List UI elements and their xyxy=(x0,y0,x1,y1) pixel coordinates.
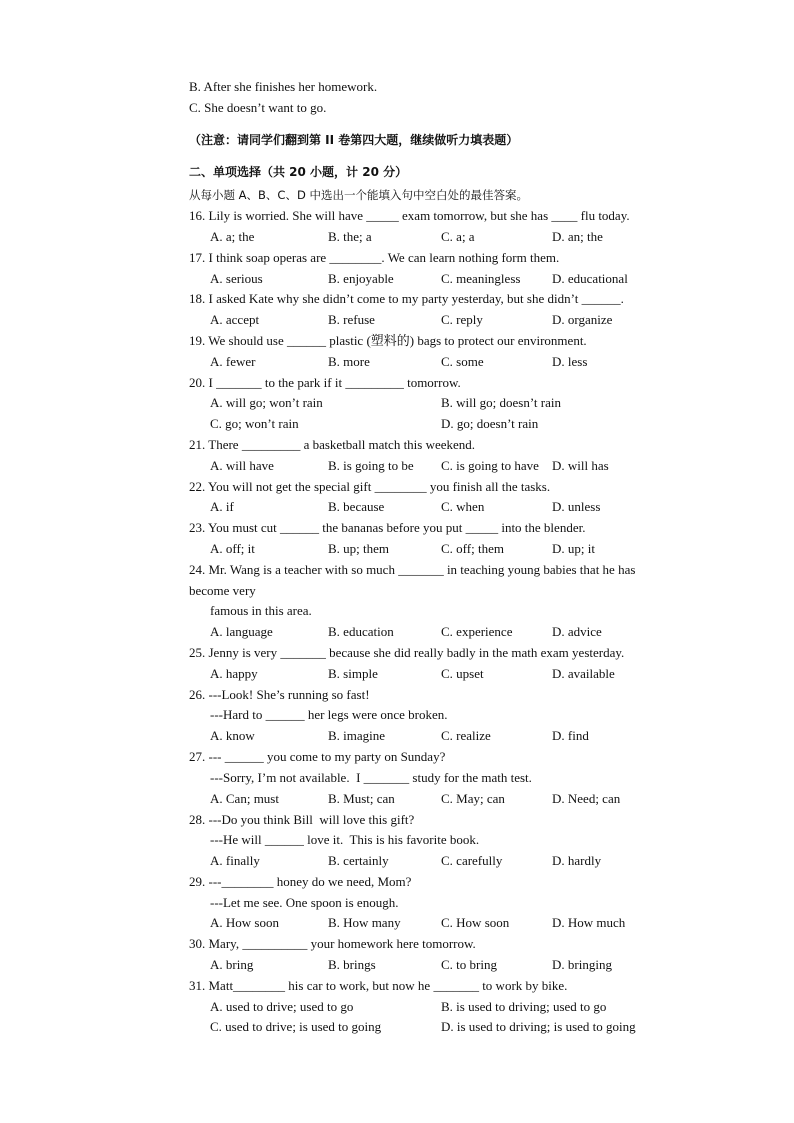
question-stem-continued: ---Let me see. One spoon is enough. xyxy=(210,895,399,910)
question-stem: 21. There _________ a basketball match this weekend. xyxy=(189,437,476,452)
option-d: D. is used to driving; is used to going xyxy=(441,1019,636,1034)
option-c: C. upset xyxy=(441,666,484,681)
option-b: B. because xyxy=(328,499,385,514)
option-c: C. when xyxy=(441,499,485,514)
option-a: A. serious xyxy=(210,271,263,286)
listening-option-b: B. After she finishes her homework. xyxy=(189,79,378,94)
option-c: C. some xyxy=(441,354,484,369)
question-stem: 22. You will not get the special gift ________ you finish all the tasks. xyxy=(189,479,551,494)
question-stem: 18. I asked Kate why she didn’t come to my party yesterday, but she didn’t ______. xyxy=(189,291,624,306)
question-stem-continued: become very xyxy=(189,583,256,598)
option-d: D. unless xyxy=(552,499,601,514)
option-b: B. up; them xyxy=(328,541,390,556)
question-stem: 19. We should use ______ plastic (塑料的) bags to protect our environment. xyxy=(189,333,587,348)
option-d: D. an; the xyxy=(552,229,603,244)
option-a: A. will go; won’t rain xyxy=(210,395,323,410)
question-stem: 29. ---________ honey do we need, Mom? xyxy=(189,874,412,889)
option-a: A. off; it xyxy=(210,541,255,556)
question-stem: 24. Mr. Wang is a teacher with so much _______ in teaching young babies that he has xyxy=(189,562,636,577)
option-c: C. reply xyxy=(441,312,483,327)
option-d: D. up; it xyxy=(552,541,595,556)
question-stem: 16. Lily is worried. She will have _____ exam tomorrow, but she has ____ flu today. xyxy=(189,208,630,223)
question-stem: 25. Jenny is very _______ because she did really badly in the math exam yesterday. xyxy=(189,645,625,660)
option-b: B. Must; can xyxy=(328,791,395,806)
option-d: D. organize xyxy=(552,312,613,327)
option-c: C. a; a xyxy=(441,229,475,244)
question-stem: 23. You must cut ______ the bananas before you put _____ into the blender. xyxy=(189,520,586,535)
question-stem: 17. I think soap operas are ________. We can learn nothing form them. xyxy=(189,250,560,265)
option-c: C. off; them xyxy=(441,541,504,556)
option-d: D. Need; can xyxy=(552,791,621,806)
section-title: 二、单项选择（共 20 小题，计 20 分） xyxy=(189,165,408,179)
option-d: D. How much xyxy=(552,915,626,930)
option-d: D. advice xyxy=(552,624,602,639)
option-c: C. is going to have xyxy=(441,458,539,473)
option-c: C. May; can xyxy=(441,791,505,806)
option-a: A. Can; must xyxy=(210,791,279,806)
option-a: A. used to drive; used to go xyxy=(210,999,354,1014)
option-d: D. find xyxy=(552,728,589,743)
option-a: A. finally xyxy=(210,853,260,868)
question-stem-continued: famous in this area. xyxy=(210,603,312,618)
option-a: A. bring xyxy=(210,957,254,972)
question-stem: 26. ---Look! She’s running so fast! xyxy=(189,687,370,702)
option-a: A. happy xyxy=(210,666,258,681)
option-b: B. more xyxy=(328,354,370,369)
option-a: A. accept xyxy=(210,312,260,327)
option-a: A. How soon xyxy=(210,915,279,930)
option-a: A. will have xyxy=(210,458,274,473)
option-d: D. less xyxy=(552,354,588,369)
option-c: C. to bring xyxy=(441,957,497,972)
option-d: D. available xyxy=(552,666,615,681)
option-a: A. fewer xyxy=(210,354,256,369)
option-c: C. How soon xyxy=(441,915,510,930)
option-c: C. realize xyxy=(441,728,491,743)
question-stem: 27. --- ______ you come to my party on Sunday? xyxy=(189,749,446,764)
option-a: A. if xyxy=(210,499,234,514)
option-b: B. enjoyable xyxy=(328,271,394,286)
listening-option-c: C. She doesn’t want to go. xyxy=(189,100,327,115)
option-c: C. meaningless xyxy=(441,271,521,286)
option-a: A. a; the xyxy=(210,229,255,244)
question-stem-continued: ---Sorry, I’m not available. I _______ study for the math test. xyxy=(210,770,532,785)
option-b: B. refuse xyxy=(328,312,375,327)
option-b: B. brings xyxy=(328,957,376,972)
option-d: D. hardly xyxy=(552,853,602,868)
option-b: B. is used to driving; used to go xyxy=(441,999,607,1014)
option-c: C. go; won’t rain xyxy=(210,416,299,431)
option-b: B. simple xyxy=(328,666,378,681)
option-b: B. the; a xyxy=(328,229,372,244)
option-a: A. know xyxy=(210,728,255,743)
option-b: B. is going to be xyxy=(328,458,414,473)
notice: （注意：请同学们翻到第 II 卷第四大题，继续做听力填表题） xyxy=(189,133,519,147)
question-stem: 20. I _______ to the park if it _________ tomorrow. xyxy=(189,375,461,390)
question-stem: 30. Mary, __________ your homework here tomorrow. xyxy=(189,936,476,951)
question-stem: 31. Matt________ his car to work, but now he _______ to work by bike. xyxy=(189,978,568,993)
question-stem: 28. ---Do you think Bill will love this gift? xyxy=(189,812,415,827)
section-instruction: 从每小题 A、B、C、D 中选出一个能填入句中空白处的最佳答案。 xyxy=(189,188,528,202)
option-b: B. will go; doesn’t rain xyxy=(441,395,562,410)
option-b: B. imagine xyxy=(328,728,386,743)
option-d: D. will has xyxy=(552,458,609,473)
option-c: C. used to drive; is used to going xyxy=(210,1019,382,1034)
option-b: B. certainly xyxy=(328,853,389,868)
option-d: D. bringing xyxy=(552,957,612,972)
option-d: D. go; doesn’t rain xyxy=(441,416,539,431)
option-b: B. How many xyxy=(328,915,401,930)
option-a: A. language xyxy=(210,624,273,639)
option-d: D. educational xyxy=(552,271,628,286)
question-stem-continued: ---Hard to ______ her legs were once broken. xyxy=(210,707,448,722)
option-c: C. carefully xyxy=(441,853,503,868)
question-stem-continued: ---He will ______ love it. This is his favorite book. xyxy=(210,832,480,847)
option-b: B. education xyxy=(328,624,394,639)
option-c: C. experience xyxy=(441,624,513,639)
